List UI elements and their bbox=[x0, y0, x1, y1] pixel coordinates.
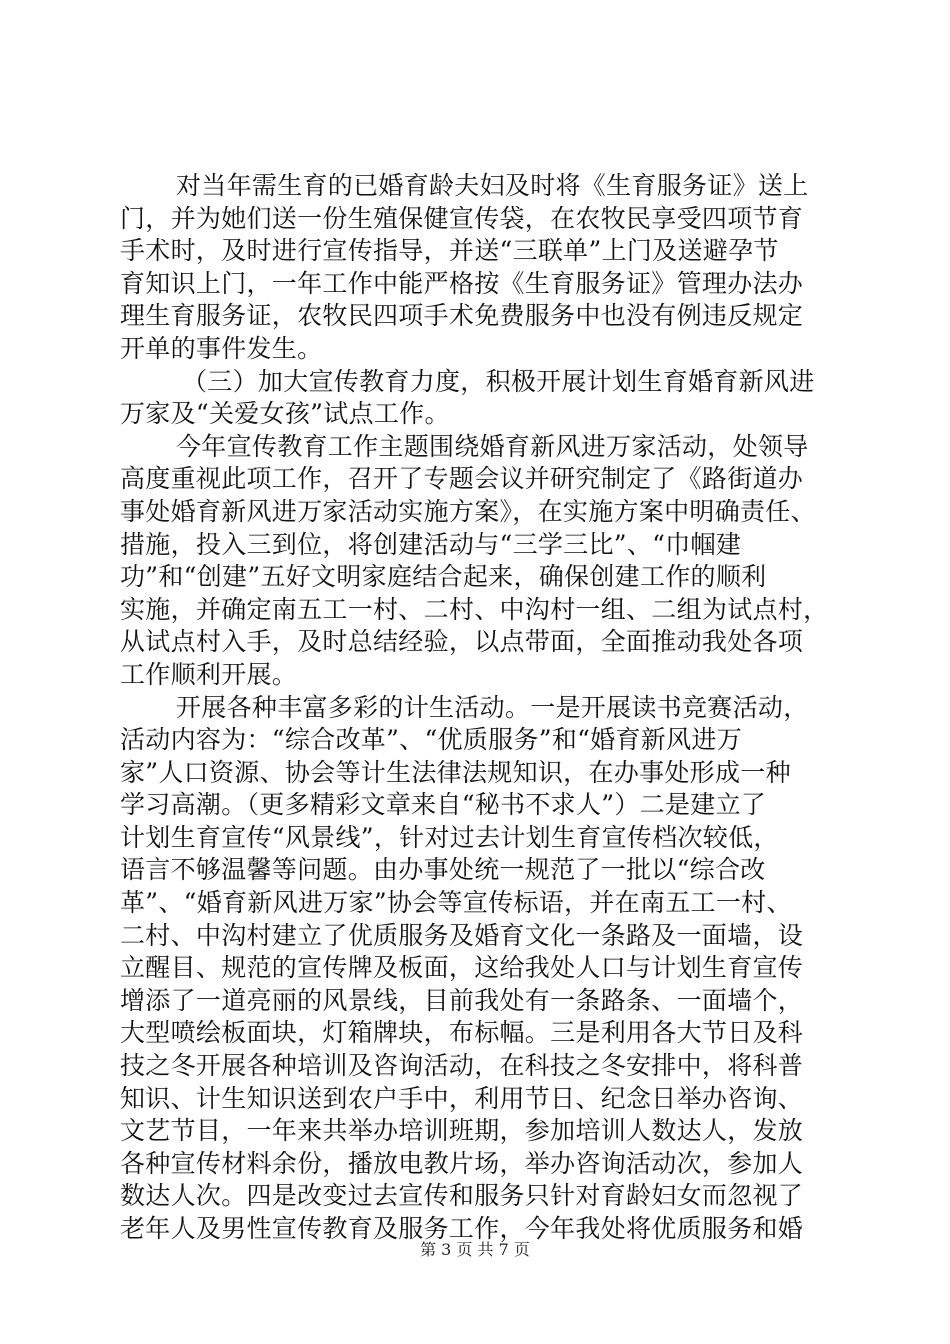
text-line: 措施，投入三到位，将创建活动与“三学三比”、“巾帼建 bbox=[120, 529, 742, 559]
document-body bbox=[120, 170, 840, 1246]
text-line: 从试点村入手，及时总结经验，以点带面，全面推动我处各项 bbox=[120, 627, 804, 657]
section-heading-line: （三）加大宣传教育力度，积极开展计划生育婚育新风进 bbox=[182, 366, 815, 396]
text-line: 功”和“创建”五好文明家庭结合起来，确保创建工作的顺利 bbox=[120, 562, 767, 592]
text-line: 数达人次。四是改变过去宣传和服务只针对育龄妇女而忽视了 bbox=[120, 1181, 804, 1211]
text-line: 对当年需生育的已婚育龄夫妇及时将《生育服务证》送上 bbox=[176, 171, 809, 200]
text-line: 门，并为她们送一份生殖保健宣传袋，在农牧民享受四项节育 bbox=[120, 203, 804, 233]
text-line: 开展各种丰富多彩的计生活动。一是开展读书竞赛活动， bbox=[176, 692, 809, 722]
text-line: 立醒目、规范的宣传牌及板面，这给我处人口与计划生育宣传 bbox=[120, 953, 804, 983]
text-line: 高度重视此项工作，召开了专题会议并研究制定了《路街道办 bbox=[120, 464, 804, 494]
text-line: 家”人口资源、协会等计生法律法规知识，在办事处形成一种 bbox=[120, 757, 791, 787]
text-line: 各种宣传材料余份，播放电教片场，举办咨询活动次，参加人 bbox=[120, 1148, 804, 1178]
page-number-footer: 第 3 页 共 7 页 bbox=[420, 1240, 530, 1259]
text-line: 增添了一道亮丽的风景线，目前我处有一条路条、一面墙个， bbox=[120, 985, 804, 1015]
text-line: 文艺节目，一年来共举办培训班期，参加培训人数达人，发放 bbox=[120, 1116, 804, 1146]
text-line: 理生育服务证，农牧民四项手术免费服务中也没有例违反规定 bbox=[120, 301, 804, 331]
text-line: 今年宣传教育工作主题围绕婚育新风进万家活动，处领导 bbox=[176, 431, 809, 461]
text-line: 知识、计生知识送到农户手中，利用节日、纪念日举办咨询、 bbox=[120, 1083, 804, 1113]
text-line: 实施，并确定南五工一村、二村、中沟村一组、二组为试点村， bbox=[120, 594, 829, 624]
text-line: 二村、中沟村建立了优质服务及婚育文化一条路及一面墙，设 bbox=[120, 920, 804, 950]
text-line: 育知识上门，一年工作中能严格按《生育服务证》管理办法办 bbox=[120, 268, 804, 298]
text-line: 语言不够温馨等问题。由办事处统一规范了一批以“综合改 bbox=[120, 855, 766, 885]
text-line: 开单的事件发生。 bbox=[120, 333, 323, 363]
text-line: 革”、“婚育新风进万家”协会等宣传标语，并在南五工一村、 bbox=[120, 888, 792, 918]
text-line: 学习高潮。（更多精彩文章来自“秘书不求人”）二是建立了 bbox=[120, 790, 767, 820]
text-line: 工作顺利开展。 bbox=[120, 659, 298, 689]
text-line: 技之冬开展各种培训及咨询活动，在科技之冬安排中，将科普 bbox=[120, 1051, 804, 1081]
text-line: 事处婚育新风进万家活动实施方案》，在实施方案中明确责任、 bbox=[120, 496, 816, 526]
text-line: 大型喷绘板面块，灯箱牌块，布标幅。三是利用各大节日及科 bbox=[120, 1018, 804, 1048]
text-line: 计划生育宣传“风景线”，针对过去计划生育宣传档次较低， bbox=[120, 822, 779, 852]
section-heading-line: 万家及“关爱女孩”试点工作。 bbox=[120, 399, 450, 429]
text-line: 手术时，及时进行宣传指导，并送“三联单”上门及送避孕节 bbox=[120, 236, 779, 266]
text-line: 老年人及男性宣传教育及服务工作，今年我处将优质服务和婚 bbox=[120, 1214, 804, 1243]
text-line: 活动内容为：“综合改革”、“优质服务”和“婚育新风进万 bbox=[120, 725, 743, 755]
